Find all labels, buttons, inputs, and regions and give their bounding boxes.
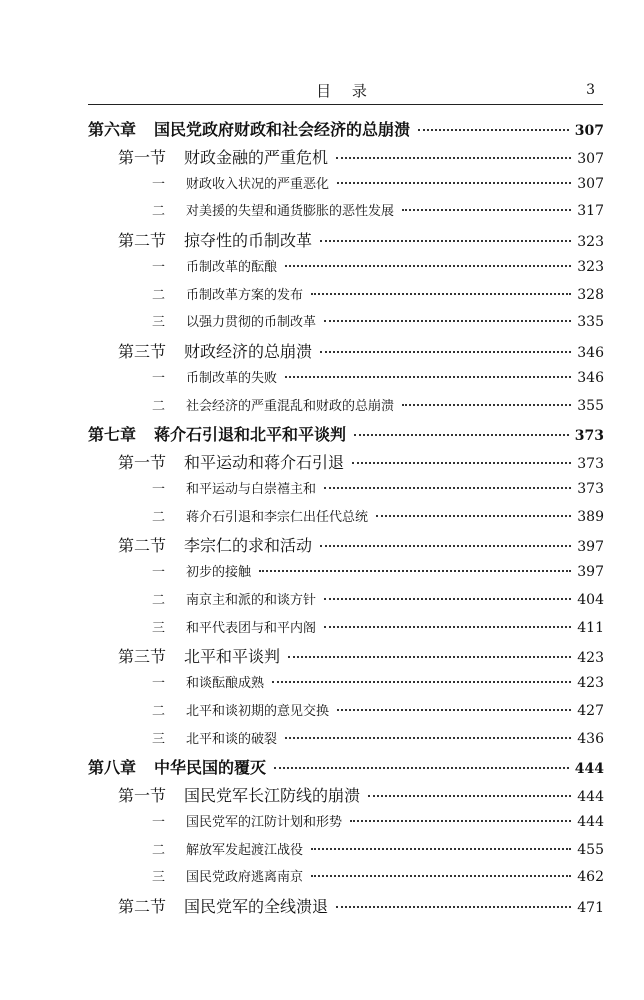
dot-leader: [320, 545, 571, 547]
toc-item: [152, 367, 604, 393]
toc-entry-page: 355: [577, 397, 604, 414]
toc-entry-page: 423: [577, 675, 604, 691]
toc-entry-number: 第三节: [118, 647, 167, 667]
toc-entry-title: 财政金融的严重危机: [184, 147, 329, 167]
toc-entry-title: 国民党军长江防线的崩溃: [184, 786, 361, 805]
dot-leader: [324, 626, 571, 628]
dot-leader: [272, 681, 571, 683]
toc-entry-title: 中华民国的覆灭: [154, 758, 267, 778]
toc-entry-page: 373: [574, 428, 604, 445]
toc-item: [152, 284, 604, 310]
toc-entry-number: 第一节: [118, 453, 167, 472]
toc-entry-number: 第七章: [88, 425, 137, 445]
dot-leader: [259, 570, 571, 572]
dot-leader: [285, 376, 571, 378]
toc-entry-page: 335: [577, 314, 604, 331]
dot-leader: [350, 820, 571, 822]
toc-entry-number: 一: [152, 676, 166, 691]
toc-entry-number: 二: [152, 509, 166, 525]
dot-leader: [320, 240, 571, 242]
dot-leader: [337, 709, 571, 711]
toc-item: [152, 700, 604, 726]
toc-section: [118, 450, 604, 476]
toc-entry-number: 第二节: [118, 536, 167, 556]
toc-entry-title: 和平运动和蒋介石引退: [184, 453, 345, 472]
toc-entry-title: 对美援的失望和通货膨胀的恶性发展: [186, 204, 395, 220]
toc-entry-title: 以强力贯彻的币制改革: [186, 315, 317, 331]
toc-entry-page: 411: [577, 619, 604, 636]
toc-entry-title: 北平和谈的破裂: [186, 731, 278, 747]
dot-leader: [368, 795, 571, 797]
toc-entry-title: 社会经济的严重混乱和财政的总崩溃: [186, 398, 395, 414]
toc-entry-page: 307: [577, 150, 604, 167]
toc-entry-title: 币制改革的失败: [186, 370, 278, 386]
toc-entry-page: 397: [577, 539, 604, 556]
toc-entry-page: 389: [577, 508, 604, 525]
toc-item: [152, 478, 604, 504]
toc-entry-title: 财政收入状况的严重恶化: [186, 176, 330, 192]
toc-entry-page: 471: [577, 900, 604, 916]
page-number: 3: [586, 82, 595, 98]
toc-entry-title: 北平和谈初期的意见交换: [186, 703, 330, 719]
toc-entry-number: 第二节: [118, 231, 167, 250]
toc-entry-page: 423: [577, 650, 604, 667]
dot-leader: [376, 515, 571, 517]
toc-section: [118, 783, 604, 809]
dot-leader: [285, 737, 571, 739]
dot-leader: [418, 129, 569, 131]
dot-leader: [402, 209, 571, 211]
toc-item: [152, 173, 604, 199]
dot-leader: [324, 487, 571, 489]
toc-entry-number: 一: [152, 481, 166, 497]
toc-entry-page: 346: [577, 345, 604, 361]
dot-leader: [311, 293, 571, 295]
toc-entry-title: 北平和平谈判: [184, 647, 281, 667]
toc-entry-page: 444: [574, 761, 604, 778]
toc-item: [152, 839, 604, 865]
toc-item: [152, 200, 604, 226]
toc-entry-page: 373: [577, 456, 604, 472]
toc-entry-title: 蒋介石引退和李宗仁出任代总统: [186, 509, 369, 525]
toc-entry-title: 国民党军的江防计划和形势: [186, 814, 343, 830]
toc-section: [118, 644, 604, 670]
dot-leader: [285, 265, 571, 267]
toc-entry-number: 三: [152, 315, 166, 331]
toc-section: [118, 228, 604, 254]
toc-entry-number: 三: [152, 731, 166, 747]
toc-section: [118, 339, 604, 365]
toc-entry-page: 307: [577, 175, 604, 192]
toc-entry-page: 328: [577, 286, 604, 303]
dot-leader: [324, 320, 571, 322]
toc-entry-title: 初步的接触: [186, 565, 252, 580]
toc-chapter: [88, 422, 604, 448]
toc-entry-title: 李宗仁的求和活动: [184, 536, 313, 556]
toc-item: [152, 506, 604, 532]
toc-entry-title: 和谈酝酿成熟: [186, 676, 265, 691]
toc-section: [118, 533, 604, 559]
toc-item: [152, 589, 604, 615]
dot-leader: [320, 351, 571, 353]
dot-leader: [311, 848, 571, 850]
toc-entry-number: 一: [152, 259, 166, 275]
toc-section: [118, 145, 604, 171]
toc-entry-page: 373: [577, 480, 604, 497]
toc-entry-page: 444: [577, 789, 604, 805]
toc-entry-title: 国民党军的全线溃退: [184, 897, 329, 916]
toc-entry-number: 二: [152, 204, 166, 220]
dot-leader: [336, 906, 571, 908]
toc-chapter: [88, 117, 604, 143]
toc-entry-title: 解放军发起渡江战役: [186, 842, 304, 858]
toc-entry-title: 国民党政府财政和社会经济的总崩溃: [154, 120, 411, 139]
toc-entry-number: 二: [152, 287, 166, 303]
toc-entry-page: 323: [577, 258, 604, 275]
toc-section: [118, 894, 604, 920]
toc-item: [152, 617, 604, 643]
toc-entry-page: 444: [577, 813, 604, 830]
toc-entry-number: 二: [152, 398, 166, 414]
toc-entry-title: 和平运动与白崇禧主和: [186, 481, 317, 497]
toc-item: [152, 561, 604, 587]
toc-entry-page: 323: [577, 234, 604, 250]
toc-entry-number: 第二节: [118, 897, 167, 916]
toc-entry-page: 436: [577, 730, 604, 747]
toc-entry-page: 317: [577, 203, 604, 220]
dot-leader: [274, 767, 569, 769]
toc-entry-number: 一: [152, 565, 166, 580]
dot-leader: [288, 656, 571, 658]
toc-entry-number: 二: [152, 842, 166, 858]
toc-entry-page: 346: [577, 369, 604, 386]
toc-entry-title: 国民党政府逃离南京: [186, 870, 304, 886]
toc-entry-number: 第八章: [88, 758, 137, 778]
dot-leader: [402, 404, 571, 406]
toc-entry-number: 三: [152, 870, 166, 886]
toc-entry-page: 462: [577, 869, 604, 886]
toc-entry-number: 二: [152, 592, 166, 608]
toc-item: [152, 811, 604, 837]
toc-item: [152, 395, 604, 421]
toc-entry-number: 一: [152, 370, 166, 386]
toc-entry-number: 三: [152, 620, 166, 636]
toc-entry-number: 第一节: [118, 786, 167, 805]
toc-entry-number: 第三节: [118, 342, 167, 361]
toc-entry-title: 币制改革的酝酿: [186, 259, 278, 275]
toc-entry-title: 南京主和派的和谈方针: [186, 592, 317, 608]
toc-item: [152, 672, 604, 698]
toc-entry-title: 财政经济的总崩溃: [184, 342, 313, 361]
toc-item: [152, 311, 604, 337]
toc-entry-number: 一: [152, 814, 166, 830]
toc-entry-page: 427: [577, 702, 604, 719]
dot-leader: [337, 182, 571, 184]
toc-entry-number: 第一节: [118, 147, 167, 167]
dot-leader: [336, 157, 571, 159]
toc-entry-page: 404: [577, 591, 604, 608]
dot-leader: [352, 462, 571, 464]
dot-leader: [354, 434, 569, 436]
toc-entry-page: 307: [574, 123, 604, 139]
toc-chapter: [88, 755, 604, 781]
toc-entry-page: 397: [577, 564, 604, 580]
toc-entry-title: 币制改革方案的发布: [186, 287, 304, 303]
toc-entry-number: 二: [152, 703, 166, 719]
running-title: 目 录: [316, 82, 375, 100]
toc-entry-number: 第六章: [88, 120, 137, 139]
toc-item: [152, 256, 604, 282]
dot-leader: [324, 598, 571, 600]
toc-item: [152, 728, 604, 754]
toc-entry-title: 掠夺性的币制改革: [184, 231, 313, 250]
toc-item: [152, 866, 604, 892]
toc-entry-number: 一: [152, 176, 166, 192]
dot-leader: [311, 875, 571, 877]
toc-entry-title: 蒋介石引退和北平和平谈判: [154, 425, 347, 445]
toc-entry-title: 和平代表团与和平内阁: [186, 620, 317, 636]
toc-entry-page: 455: [577, 841, 604, 858]
